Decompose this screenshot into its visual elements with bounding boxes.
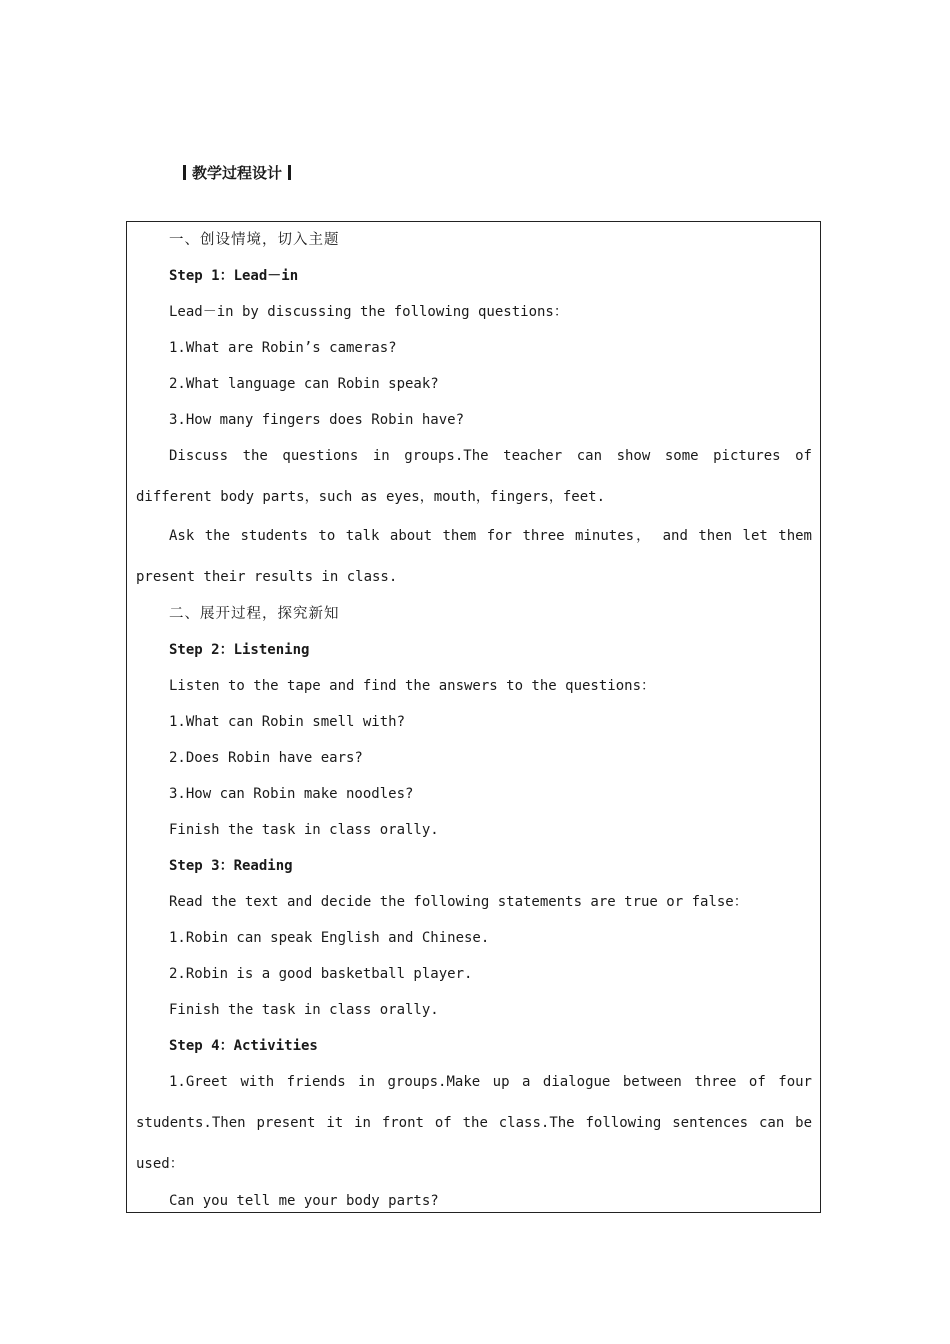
step-4-title: Step 4：Activities bbox=[169, 1038, 318, 1054]
reading-finish: Finish the task in class orally. bbox=[169, 1002, 439, 1018]
listening-finish: Finish the task in class orally. bbox=[169, 822, 439, 838]
heading-bar-left bbox=[183, 165, 186, 180]
listening-question: 3.How can Robin make noodles? bbox=[169, 786, 414, 802]
section-2-title: 二、展开过程，探究新知 bbox=[169, 606, 340, 622]
lead-in-question: 2.What language can Robin speak? bbox=[169, 376, 439, 392]
ask-paragraph: Ask the students to talk about them for three minutes， and then let them present their results in class. bbox=[136, 528, 812, 585]
step-1-title: Step 1：Lead－in bbox=[169, 268, 299, 284]
reading-intro: Read the text and decide the following statements are true or false： bbox=[169, 894, 748, 910]
page-title-text: 教学过程设计 bbox=[192, 164, 283, 182]
activity-1-paragraph: 1.Greet with friends in groups.Make up a dialogue between three of four students.Then present it in front of the class.The following sentences can be used： bbox=[136, 1074, 812, 1172]
lesson-content-box bbox=[126, 221, 821, 1213]
listening-question: 1.What can Robin smell with? bbox=[169, 714, 406, 730]
lead-in-question: 3.How many fingers does Robin have? bbox=[169, 412, 465, 428]
listening-question: 2.Does Robin have ears? bbox=[169, 750, 363, 766]
lead-in-question: 1.What are Robin’s cameras? bbox=[169, 340, 397, 356]
lead-in-intro: Lead－in by discussing the following questions： bbox=[169, 304, 568, 320]
heading-bar-right bbox=[288, 165, 291, 180]
section-1-title: 一、创设情境，切入主题 bbox=[169, 232, 340, 248]
step-2-title: Step 2：Listening bbox=[169, 642, 310, 658]
sample-sentence: Can you tell me your body parts? bbox=[169, 1193, 439, 1209]
reading-statement: 1.Robin can speak English and Chinese. bbox=[169, 930, 490, 946]
step-3-title: Step 3：Reading bbox=[169, 858, 293, 874]
page-title bbox=[183, 162, 291, 184]
reading-statement: 2.Robin is a good basketball player. bbox=[169, 966, 473, 982]
discuss-paragraph: Discuss the questions in groups.The teacher can show some pictures of different body parts，such as eyes，mouth，fingers，feet. bbox=[136, 448, 812, 505]
listening-intro: Listen to the tape and find the answers to the questions： bbox=[169, 678, 656, 694]
